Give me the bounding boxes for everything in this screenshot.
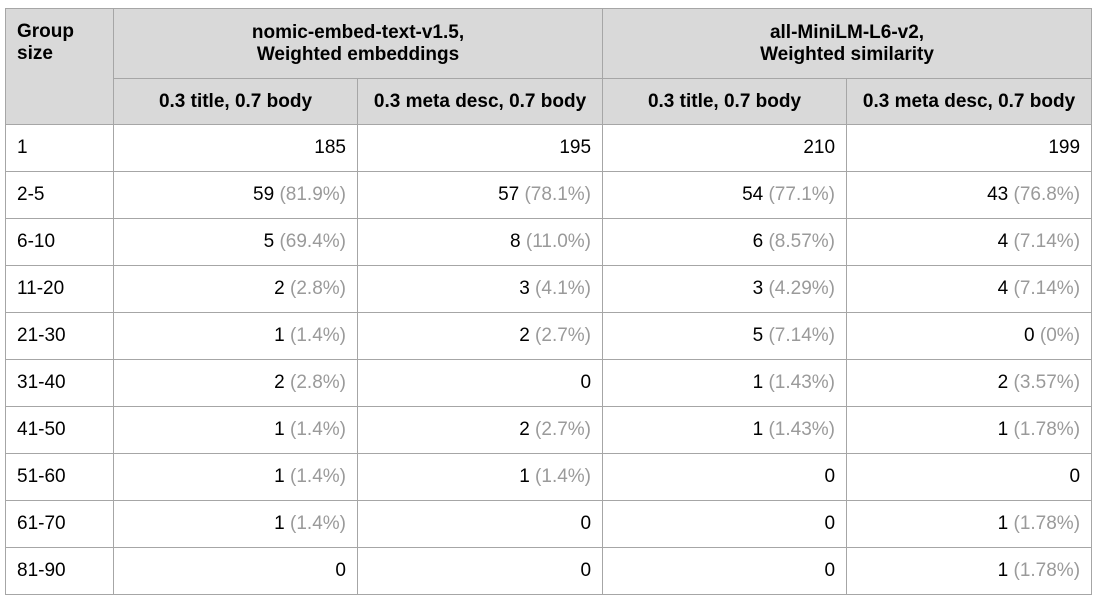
table-row xyxy=(6,360,1092,407)
count-value: 8 xyxy=(510,231,521,252)
count-value: 2 xyxy=(519,325,530,346)
count-value: 3 xyxy=(519,278,530,299)
model1-method: Weighted embeddings xyxy=(256,43,460,65)
results-table xyxy=(5,8,1092,595)
model2-header xyxy=(603,9,1092,79)
count-cell xyxy=(847,313,1092,360)
count-value: 0 xyxy=(335,560,346,581)
count-cell xyxy=(603,266,847,313)
table-row xyxy=(6,125,1092,172)
count-value: 59 xyxy=(253,184,275,205)
count-cell xyxy=(114,501,358,548)
count-percentage: (2.7%) xyxy=(535,325,592,346)
count-cell xyxy=(603,407,847,454)
count-value: 4 xyxy=(997,231,1009,252)
count-value: 1 xyxy=(752,419,764,440)
count-cell xyxy=(847,360,1092,407)
count-percentage: (1.4%) xyxy=(290,419,346,440)
count-value: 0 xyxy=(824,560,836,581)
count-percentage: (77.1%) xyxy=(768,184,836,205)
count-percentage: (2.8%) xyxy=(290,278,346,299)
count-value: 0 xyxy=(580,513,592,534)
count-cell xyxy=(114,360,358,407)
count-percentage: (11.0%) xyxy=(525,231,592,252)
count-value: 0 xyxy=(824,513,836,534)
model1-header xyxy=(114,9,603,79)
count-cell xyxy=(358,172,603,219)
count-cell xyxy=(114,125,358,172)
count-percentage: (1.43%) xyxy=(768,372,836,393)
count-percentage: (78.1%) xyxy=(524,184,592,205)
count-value: 210 xyxy=(803,137,836,158)
count-percentage: (81.9%) xyxy=(279,184,346,205)
count-value: 1 xyxy=(274,466,285,487)
count-cell xyxy=(358,125,603,172)
count-cell xyxy=(847,407,1092,454)
count-value: 1 xyxy=(274,419,285,440)
count-percentage: (1.4%) xyxy=(290,466,346,487)
count-cell xyxy=(358,313,603,360)
count-value: 195 xyxy=(559,137,592,158)
count-percentage: (1.78%) xyxy=(1013,560,1081,581)
count-value: 0 xyxy=(824,466,836,487)
table-row xyxy=(6,266,1092,313)
model1-name: nomic-embed-text-v1.5, xyxy=(251,21,465,43)
count-value: 0 xyxy=(580,372,592,393)
weight-header-m1-title: 0.3 title, 0.7 body xyxy=(114,79,358,125)
count-value: 0 xyxy=(1069,466,1081,487)
count-cell xyxy=(603,454,847,501)
count-percentage: (1.78%) xyxy=(1013,513,1081,534)
count-percentage: (76.8%) xyxy=(1013,184,1081,205)
model2-name: all-MiniLM-L6-v2, xyxy=(769,21,925,43)
count-value: 3 xyxy=(752,278,764,299)
count-value: 1 xyxy=(997,419,1009,440)
count-cell xyxy=(847,548,1092,595)
table-row xyxy=(6,313,1092,360)
group-size-label: 2-5 xyxy=(6,172,114,219)
table-row xyxy=(6,172,1092,219)
count-cell xyxy=(603,548,847,595)
count-percentage: (2.8%) xyxy=(290,372,346,393)
count-cell xyxy=(847,172,1092,219)
group-size-label: 51-60 xyxy=(6,454,114,501)
count-cell xyxy=(114,266,358,313)
count-percentage: (4.1%) xyxy=(535,278,592,299)
count-cell xyxy=(114,219,358,266)
count-value: 1 xyxy=(274,513,285,534)
table-row xyxy=(6,407,1092,454)
count-cell xyxy=(603,501,847,548)
header-row-models xyxy=(6,9,1092,79)
count-value: 2 xyxy=(274,372,285,393)
group-size-label: 6-10 xyxy=(6,219,114,266)
count-value: 1 xyxy=(997,513,1009,534)
group-size-label: 41-50 xyxy=(6,407,114,454)
count-percentage: (8.57%) xyxy=(768,231,836,252)
count-cell xyxy=(603,172,847,219)
count-value: 1 xyxy=(519,466,530,487)
count-percentage: (1.78%) xyxy=(1013,419,1081,440)
group-size-label: 21-30 xyxy=(6,313,114,360)
count-cell xyxy=(114,454,358,501)
table-row xyxy=(6,454,1092,501)
count-cell xyxy=(114,313,358,360)
count-value: 5 xyxy=(752,325,764,346)
count-cell xyxy=(114,548,358,595)
count-value: 43 xyxy=(987,184,1009,205)
count-percentage: (1.4%) xyxy=(290,513,346,534)
count-cell xyxy=(358,454,603,501)
count-cell xyxy=(603,219,847,266)
count-percentage: (1.4%) xyxy=(290,325,346,346)
count-value: 199 xyxy=(1048,137,1081,158)
count-value: 1 xyxy=(997,560,1009,581)
count-cell xyxy=(847,219,1092,266)
count-value: 57 xyxy=(498,184,520,205)
count-value: 6 xyxy=(752,231,764,252)
count-cell xyxy=(847,501,1092,548)
count-cell xyxy=(847,266,1092,313)
count-cell xyxy=(358,219,603,266)
table-row xyxy=(6,219,1092,266)
count-percentage: (7.14%) xyxy=(768,325,836,346)
count-percentage: (69.4%) xyxy=(279,231,346,252)
count-percentage: (4.29%) xyxy=(768,278,836,299)
count-percentage: (1.4%) xyxy=(535,466,592,487)
table-row xyxy=(6,501,1092,548)
header-row-weights xyxy=(6,79,1092,125)
count-value: 185 xyxy=(314,137,346,158)
group-size-label: 11-20 xyxy=(6,266,114,313)
count-percentage: (7.14%) xyxy=(1013,231,1081,252)
count-value: 1 xyxy=(752,372,764,393)
count-cell xyxy=(358,501,603,548)
count-cell xyxy=(603,313,847,360)
group-size-label: 31-40 xyxy=(6,360,114,407)
count-cell xyxy=(114,172,358,219)
weight-header-m1-meta: 0.3 meta desc, 0.7 body xyxy=(358,79,603,125)
count-value: 2 xyxy=(519,419,530,440)
weight-header-m2-title: 0.3 title, 0.7 body xyxy=(603,79,847,125)
count-cell xyxy=(847,454,1092,501)
count-percentage: (3.57%) xyxy=(1013,372,1081,393)
count-value: 0 xyxy=(1024,325,1035,346)
count-cell xyxy=(358,548,603,595)
weight-header-m2-meta: 0.3 meta desc, 0.7 body xyxy=(847,79,1092,125)
count-cell xyxy=(358,407,603,454)
count-value: 54 xyxy=(742,184,764,205)
count-value: 2 xyxy=(997,372,1009,393)
count-percentage: (7.14%) xyxy=(1013,278,1081,299)
table-row xyxy=(6,548,1092,595)
count-cell xyxy=(358,266,603,313)
count-value: 0 xyxy=(580,560,592,581)
count-cell xyxy=(114,407,358,454)
count-cell xyxy=(847,125,1092,172)
count-percentage: (0%) xyxy=(1039,325,1081,346)
group-size-header: Group size xyxy=(6,9,114,125)
group-size-label: 81-90 xyxy=(6,548,114,595)
model2-method: Weighted similarity xyxy=(760,43,934,65)
count-value: 2 xyxy=(274,278,285,299)
count-value: 1 xyxy=(274,325,285,346)
table-body xyxy=(6,125,1092,595)
count-cell xyxy=(603,125,847,172)
count-percentage: (2.7%) xyxy=(535,419,592,440)
group-size-label: 1 xyxy=(6,125,114,172)
count-value: 4 xyxy=(997,278,1009,299)
group-size-label: 61-70 xyxy=(6,501,114,548)
count-cell xyxy=(358,360,603,407)
count-value: 5 xyxy=(263,231,275,252)
count-cell xyxy=(603,360,847,407)
count-percentage: (1.43%) xyxy=(768,419,836,440)
